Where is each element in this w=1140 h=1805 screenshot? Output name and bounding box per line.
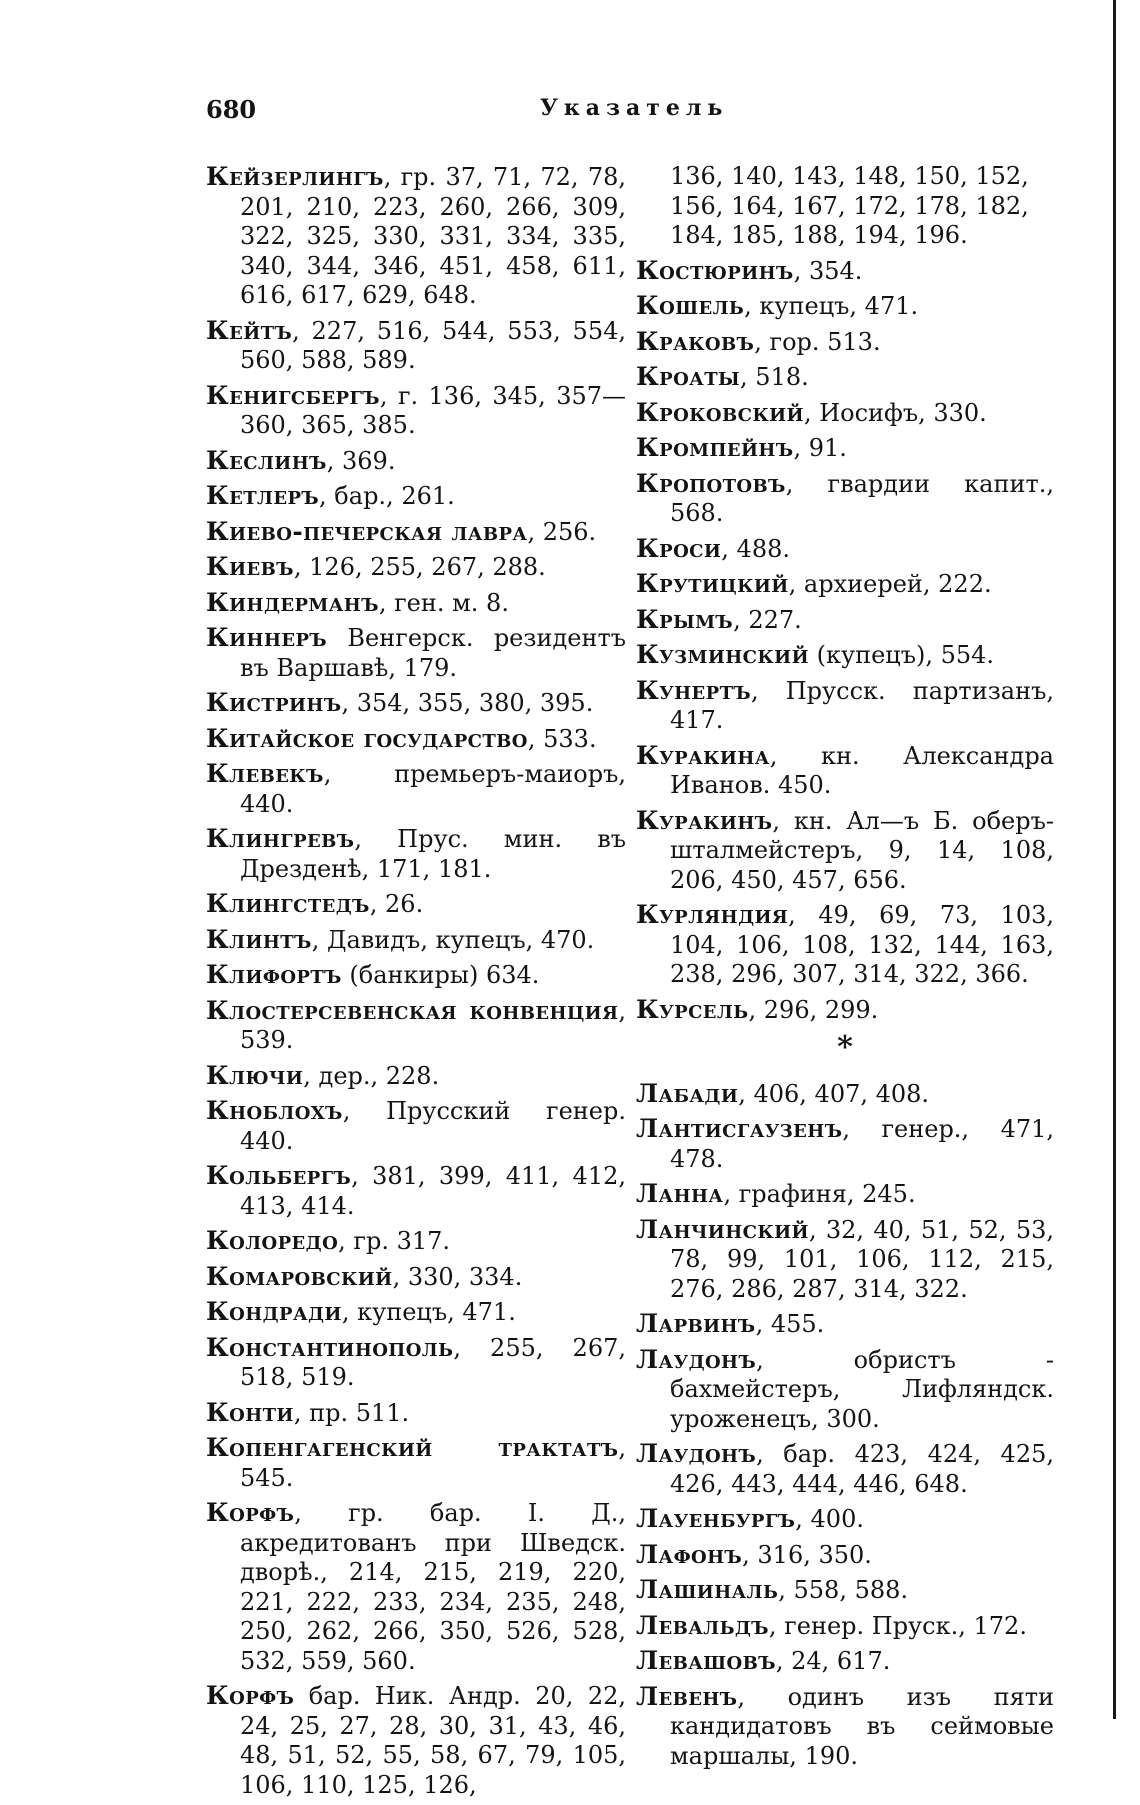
index-entry [636, 1215, 1054, 1305]
entry-heading: Лаудонъ [636, 1344, 757, 1374]
entry-heading: Кошель [636, 291, 745, 320]
index-entry [636, 1611, 1054, 1642]
index-entry [206, 623, 626, 683]
index-entry [206, 1398, 626, 1429]
entry-references: , 227, 516, 544, 553, 554, 560, 588, 589. [240, 316, 626, 374]
entry-heading: Клифортъ [206, 960, 342, 989]
index-entry [636, 433, 1054, 464]
index-entry [206, 1226, 626, 1257]
entry-heading: Краковъ [636, 326, 755, 356]
section-separator: * [837, 1030, 853, 1065]
index-entry [206, 1161, 626, 1221]
index-entry [206, 1262, 626, 1293]
entry-heading: Киевъ [206, 552, 294, 581]
entry-references: , 369. [326, 446, 396, 475]
entry-references: , бар., 261. [319, 482, 455, 510]
index-entry [206, 688, 626, 719]
index-section-l [636, 1079, 1054, 1772]
page-edge-line [1113, 0, 1116, 1719]
entry-references: , 256. [527, 517, 597, 546]
entry-references: , Иосифъ, 330. [803, 398, 987, 427]
entry-heading: Колоредо [206, 1226, 339, 1255]
entry-heading: Киннеръ [206, 623, 328, 652]
entry-references: , гр. 37, 71, 72, 78, 201, 210, 223, 260, 266, 309, 322, 325, 330, 331, 334, 335, 340, 344, 346, 451, 458, 611, 616, 617, 629, 648. [240, 163, 626, 309]
entry-references: , премьеръ-маиоръ, 440. [240, 760, 626, 818]
page-number: 680 [206, 95, 257, 124]
entry-heading: Кунертъ [636, 675, 752, 705]
entry-references: , графиня, 245. [723, 1180, 916, 1208]
entry-references: , 558, 588. [778, 1576, 909, 1604]
entry-heading: Кузминский [636, 640, 809, 669]
index-entry [206, 889, 626, 920]
entry-heading: Кромпейнъ [636, 433, 794, 462]
index-entry [636, 995, 1054, 1026]
entry-heading: Костюринъ [636, 255, 794, 285]
index-entry [636, 605, 1054, 636]
index-entry [636, 1540, 1054, 1571]
entry-heading: Кейзерлингъ [206, 162, 384, 191]
index-entry [636, 1079, 1054, 1110]
index-entry [206, 925, 626, 956]
index-column-right [636, 162, 1054, 1776]
entry-heading: Клевекъ [206, 759, 324, 788]
entry-references: , Прусск. партизанъ, 417. [670, 676, 1054, 734]
entry-references: , 32, 40, 51, 52, 53, 78, 99, 101, 106, 112, 215, 276, 286, 287, 314, 322. [670, 1215, 1054, 1303]
entry-heading: Крутицкий [636, 569, 789, 598]
index-entry [206, 1096, 626, 1156]
index-entry [206, 517, 626, 548]
entry-heading: Ланчинский [636, 1214, 809, 1244]
entry-heading: Киево-печерская лавра [206, 516, 528, 546]
entry-heading: Корфъ [206, 1681, 295, 1710]
index-entry [636, 362, 1054, 393]
index-entry [636, 291, 1054, 322]
entry-references: , купецъ, 471. [341, 1298, 516, 1326]
entry-references: , 227. [733, 605, 802, 634]
entry-heading: Левенъ [636, 1681, 738, 1711]
index-entry [636, 469, 1054, 529]
entry-references: , ген. м. 8. [378, 588, 509, 617]
index-entry [636, 1646, 1054, 1677]
entry-heading: Кеслинъ [206, 445, 327, 475]
entry-heading: Лаудонъ [636, 1439, 757, 1468]
index-entry [636, 256, 1054, 287]
index-entry [206, 1433, 626, 1493]
entry-heading: Кроаты [636, 362, 741, 391]
index-entry [636, 569, 1054, 600]
index-entry [206, 1681, 626, 1800]
entry-heading: Кроси [636, 533, 722, 563]
index-entry [206, 162, 626, 311]
entry-references: , 354. [793, 256, 863, 285]
index-entry [636, 1114, 1054, 1174]
entry-references: , 316, 350. [742, 1540, 872, 1569]
index-entry [206, 552, 626, 583]
entry-heading: Ларвинъ [636, 1309, 756, 1338]
entry-heading: Кейтъ [206, 315, 293, 345]
entry-references: , 545. [240, 1434, 626, 1492]
index-entry [206, 759, 626, 819]
entry-heading: Кистринъ [206, 688, 342, 717]
entry-heading: Конти [206, 1397, 294, 1427]
entry-references: , бар. 423, 424, 425, 426, 443, 444, 446, 648. [670, 1440, 1054, 1498]
continuation-text: 136, 140, 143, 148, 150, 152, 156, 164, 167, 172, 178, 182, 184, 185, 188, 194, 196. [670, 162, 1029, 249]
entry-references: , 354, 355, 380, 395. [341, 689, 594, 717]
index-entry [636, 676, 1054, 736]
entry-references: (банкиры) 634. [341, 961, 540, 989]
entry-heading: Константинополь [206, 1332, 454, 1362]
index-entry [636, 1682, 1054, 1772]
index-entry [636, 1575, 1054, 1606]
entry-references: , генер., 471, 478. [670, 1115, 1054, 1173]
entry-references: , 126, 255, 267, 288. [293, 553, 546, 581]
page-title: Указатель [540, 95, 729, 121]
entry-references: , 518. [740, 363, 809, 391]
entry-heading: Комаровский [206, 1261, 393, 1291]
entry-references: , дер., 228. [303, 1061, 440, 1090]
entry-heading: Кроковский [636, 397, 804, 427]
entry-references: , гор. 513. [754, 327, 881, 356]
entry-references: , 533. [527, 724, 597, 753]
entry-heading: Лабади [636, 1078, 739, 1108]
entry-references: , 488. [721, 534, 790, 563]
entry-references: , гр. 317. [338, 1227, 451, 1255]
entry-references: , одинъ изъ пяти кандидатовъ въ сеймовые маршалы, 190. [670, 1682, 1054, 1770]
entry-references: , 24, 617. [775, 1647, 891, 1675]
entry-heading: Корфъ [206, 1498, 295, 1527]
index-entry [636, 741, 1054, 801]
entry-heading: Китайское государство [206, 723, 528, 753]
entry-references: , 26. [369, 890, 424, 918]
entry-heading: Куракина [636, 740, 770, 770]
index-column-left [206, 162, 626, 1805]
entry-references: , 255, 267, 518, 519. [240, 1333, 626, 1391]
entry-references: , 91. [793, 434, 847, 462]
index-entry [636, 1439, 1054, 1499]
entry-heading: Лашиналь [636, 1575, 779, 1604]
index-entry [206, 381, 626, 441]
entry-heading: Клостерсевенская конвенция [206, 995, 619, 1025]
entry-references: , 406, 407, 408. [738, 1079, 930, 1108]
index-entry [206, 960, 626, 991]
entry-references: бар. Ник. Андр. 20, 22, 24, 25, 27, 28, 30, 31, 43, 46, 48, 51, 52, 55, 58, 67, 79, 105, 106, 110, 125, 126, [240, 1682, 626, 1799]
index-entry [636, 1309, 1054, 1340]
index-entry [636, 398, 1054, 429]
index-entry [206, 481, 626, 512]
entry-references: , 539. [240, 996, 626, 1054]
entry-references: , 400. [795, 1505, 864, 1533]
entry-references: , г. 136, 345, 357—360, 365, 385. [240, 381, 626, 439]
entry-references: , генер. Пруск., 172. [768, 1611, 1027, 1640]
entry-references: , Прусский генер. 440. [240, 1097, 626, 1155]
entry-references: , 455. [755, 1310, 825, 1338]
entry-references: , кн. Александра Иванов. 450. [670, 741, 1054, 799]
index-entry [206, 1061, 626, 1092]
entry-references: , пр. 511. [293, 1398, 410, 1427]
entry-references: , гр. бар. I. Д., акредитованъ при Шведск. дворѣ., 214, 215, 219, 220, 221, 222, 233, 234, 235, 248, 250, 262, 266, 350, 526, 528, 532, 559, 560. [240, 1499, 626, 1675]
index-entry [636, 1504, 1054, 1535]
index-entry [636, 327, 1054, 358]
index-entry [206, 316, 626, 376]
index-entry [206, 1498, 626, 1676]
index-entry [636, 806, 1054, 896]
entry-heading: Крымъ [636, 604, 734, 634]
entry-heading: Кропотовъ [636, 468, 786, 498]
entry-heading: Кольбергъ [206, 1161, 352, 1190]
index-entry [636, 534, 1054, 565]
entry-heading: Кондради [206, 1297, 342, 1326]
entry-references: , Прус. мин. въ Дрезденѣ, 171, 181. [240, 825, 626, 883]
index-entry [206, 724, 626, 755]
entry-references: , 296, 299. [748, 995, 879, 1024]
entry-references: , купецъ, 471. [744, 292, 919, 320]
index-entry [636, 1345, 1054, 1435]
entry-heading: Курляндия [636, 900, 789, 929]
entry-references: , гвардии капит., 568. [670, 469, 1054, 527]
entry-heading: Киндерманъ [206, 587, 379, 617]
entry-heading: Левашовъ [636, 1646, 776, 1675]
entry-heading: Клингстедъ [206, 889, 370, 918]
entry-heading: Лантисгаузенъ [636, 1114, 843, 1143]
entry-heading: Копенгагенский трактатъ [206, 1433, 619, 1462]
index-entry [206, 1333, 626, 1393]
entry-references: (купецъ), 554. [808, 641, 995, 669]
entry-heading: Лафонъ [636, 1539, 743, 1569]
index-entry [636, 1179, 1054, 1210]
index-entry [206, 588, 626, 619]
index-entry [206, 446, 626, 477]
entry-heading: Куракинъ [636, 805, 773, 835]
entry-heading: Кноблохъ [206, 1096, 343, 1125]
entry-heading: Клинтъ [206, 924, 312, 954]
entry-heading: Ключи [206, 1060, 304, 1090]
entry-heading: Кенигсбергъ [206, 380, 380, 410]
entry-references: , кн. Ал—ъ Б. оберъ-шталмейстеръ, 9, 14, 108, 206, 450, 457, 656. [670, 806, 1054, 894]
entry-references: Венгерск. резидентъ въ Варшавѣ, 179. [240, 624, 626, 682]
entry-references: , обристъ - бахмейстеръ, Лифляндск. уроженецъ, 300. [670, 1345, 1054, 1433]
index-section-k [636, 256, 1054, 1026]
entry-heading: Левальдъ [636, 1610, 769, 1640]
index-entry [206, 824, 626, 884]
index-entry [636, 900, 1054, 990]
entry-heading: Ланна [636, 1179, 724, 1208]
index-entry [636, 640, 1054, 671]
index-entry [206, 1297, 626, 1328]
entry-references: , 49, 69, 73, 103, 104, 106, 108, 132, 144, 163, 238, 296, 307, 314, 322, 366. [670, 901, 1054, 988]
entry-references: , 381, 399, 411, 412, 413, 414. [240, 1162, 626, 1220]
index-entry [206, 996, 626, 1056]
entry-heading: Лауенбургъ [636, 1504, 796, 1533]
entry-references: , архиерей, 222. [788, 570, 992, 598]
entry-heading: Кетлеръ [206, 481, 320, 510]
entry-heading: Курсель [636, 994, 749, 1024]
entry-references: , Давидъ, купецъ, 470. [311, 925, 595, 954]
entry-heading: Клингревъ [206, 824, 355, 853]
entry-references: , 330, 334. [392, 1262, 523, 1291]
